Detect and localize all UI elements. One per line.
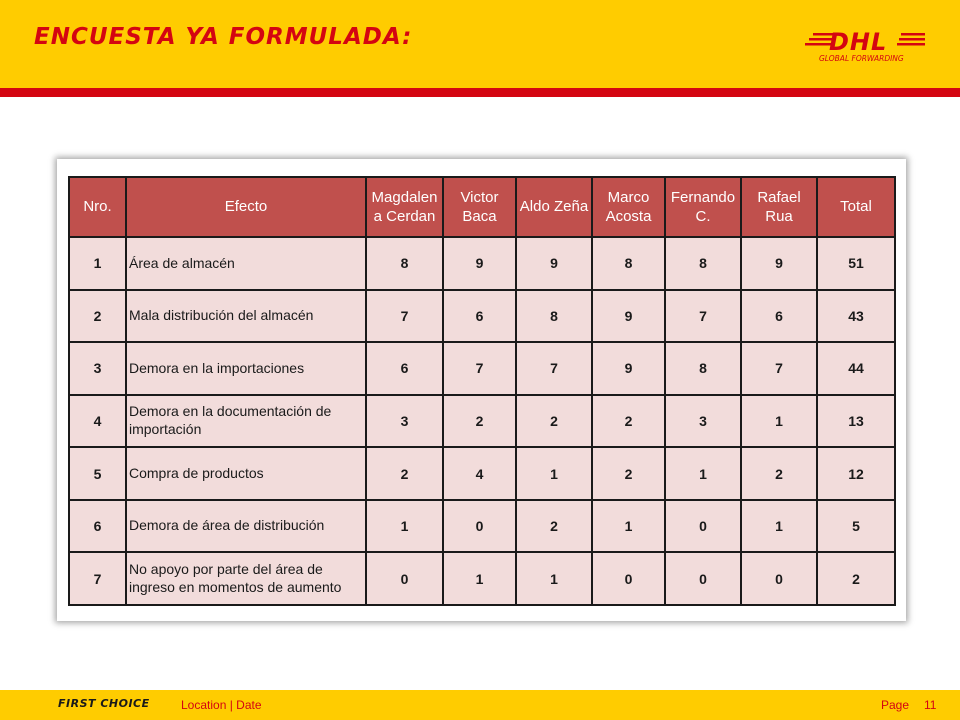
score-cell: 7 xyxy=(366,290,443,343)
total-cell: 13 xyxy=(817,395,895,448)
survey-table-image xyxy=(57,159,906,621)
table-row xyxy=(69,342,895,395)
score-cell: 1 xyxy=(366,500,443,553)
effect-cell: Demora en la documentación de importación xyxy=(126,395,366,448)
score-cell: 1 xyxy=(516,552,592,605)
table-row xyxy=(69,552,895,605)
score-cell: 7 xyxy=(516,342,592,395)
table-row xyxy=(69,290,895,343)
header-divider xyxy=(0,88,960,97)
score-cell: 0 xyxy=(665,500,741,553)
score-cell: 3 xyxy=(366,395,443,448)
column-header: Efecto xyxy=(126,177,366,237)
dhl-tagline: GLOBAL FORWARDING xyxy=(819,54,904,63)
survey-table xyxy=(68,176,896,606)
column-header: Victor Baca xyxy=(443,177,516,237)
score-cell: 8 xyxy=(366,237,443,290)
score-cell: 9 xyxy=(592,342,665,395)
score-cell: 1 xyxy=(592,500,665,553)
score-cell: 0 xyxy=(443,500,516,553)
table-row xyxy=(69,500,895,553)
score-cell: 6 xyxy=(443,290,516,343)
score-cell: 7 xyxy=(443,342,516,395)
total-cell: 2 xyxy=(817,552,895,605)
page-title: ENCUESTA YA FORMULADA: xyxy=(34,24,413,50)
effect-cell: No apoyo por parte del área de ingreso en momentos de aumento xyxy=(126,552,366,605)
total-cell: 12 xyxy=(817,447,895,500)
score-cell: 8 xyxy=(665,342,741,395)
column-header: Nro. xyxy=(69,177,126,237)
column-header: Rafael Rua xyxy=(741,177,817,237)
table-row xyxy=(69,237,895,290)
score-cell: 9 xyxy=(741,237,817,290)
total-cell: 44 xyxy=(817,342,895,395)
score-cell: 0 xyxy=(665,552,741,605)
header-bar xyxy=(0,0,960,88)
score-cell: 1 xyxy=(741,500,817,553)
total-cell: 43 xyxy=(817,290,895,343)
dhl-logo-icon xyxy=(805,28,927,68)
score-cell: 9 xyxy=(443,237,516,290)
score-cell: 9 xyxy=(516,237,592,290)
effect-cell: Área de almacén xyxy=(126,237,366,290)
effect-cell: Mala distribución del almacén xyxy=(126,290,366,343)
score-cell: 0 xyxy=(366,552,443,605)
effect-cell: Compra de productos xyxy=(126,447,366,500)
score-cell: 0 xyxy=(592,552,665,605)
table-row xyxy=(69,395,895,448)
score-cell: 4 xyxy=(443,447,516,500)
score-cell: 2 xyxy=(516,500,592,553)
score-cell: 1 xyxy=(665,447,741,500)
score-cell: 8 xyxy=(665,237,741,290)
number-cell: 1 xyxy=(69,237,126,290)
score-cell: 2 xyxy=(592,447,665,500)
effect-cell: Demora de área de distribución xyxy=(126,500,366,553)
column-header: Fernando C. xyxy=(665,177,741,237)
table-row xyxy=(69,447,895,500)
dhl-wordmark: DHL xyxy=(829,28,888,56)
column-header: Total xyxy=(817,177,895,237)
score-cell: 9 xyxy=(592,290,665,343)
column-header: Aldo Zeña xyxy=(516,177,592,237)
page-number: 11 xyxy=(924,698,937,712)
column-header: Magdalen a Cerdan xyxy=(366,177,443,237)
table-header-row xyxy=(69,177,895,237)
score-cell: 8 xyxy=(516,290,592,343)
score-cell: 2 xyxy=(366,447,443,500)
column-header: Marco Acosta xyxy=(592,177,665,237)
score-cell: 2 xyxy=(741,447,817,500)
number-cell: 2 xyxy=(69,290,126,343)
number-cell: 3 xyxy=(69,342,126,395)
score-cell: 2 xyxy=(443,395,516,448)
number-cell: 6 xyxy=(69,500,126,553)
score-cell: 1 xyxy=(741,395,817,448)
score-cell: 7 xyxy=(665,290,741,343)
number-cell: 7 xyxy=(69,552,126,605)
score-cell: 6 xyxy=(741,290,817,343)
effect-cell: Demora en la importaciones xyxy=(126,342,366,395)
score-cell: 3 xyxy=(665,395,741,448)
footer-bar xyxy=(0,690,960,720)
total-cell: 51 xyxy=(817,237,895,290)
score-cell: 1 xyxy=(443,552,516,605)
score-cell: 1 xyxy=(516,447,592,500)
page-label: Page xyxy=(881,698,910,712)
score-cell: 0 xyxy=(741,552,817,605)
score-cell: 8 xyxy=(592,237,665,290)
score-cell: 6 xyxy=(366,342,443,395)
location-date: Location | Date xyxy=(181,698,262,712)
first-choice-logo: FIRST CHOICE xyxy=(58,697,150,710)
score-cell: 7 xyxy=(741,342,817,395)
score-cell: 2 xyxy=(516,395,592,448)
total-cell: 5 xyxy=(817,500,895,553)
number-cell: 4 xyxy=(69,395,126,448)
score-cell: 2 xyxy=(592,395,665,448)
number-cell: 5 xyxy=(69,447,126,500)
